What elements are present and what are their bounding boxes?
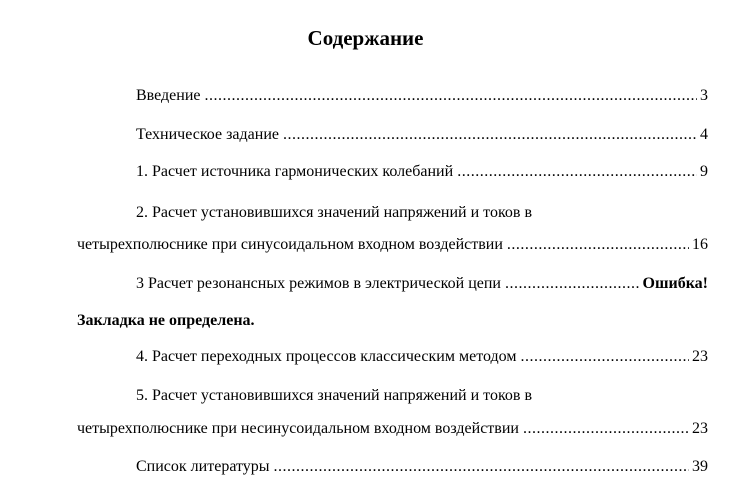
leader-dots: [523, 418, 689, 440]
leader-dots: [205, 85, 698, 107]
bookmark-error-text: Ошибка!: [642, 275, 708, 292]
toc-entry-section-5-line1[interactable]: 5. Расчет установившихся значений напряжений и токов в: [136, 387, 533, 404]
toc-entry-section-3[interactable]: [136, 273, 708, 295]
leader-dots: [520, 346, 689, 368]
toc-entry-references[interactable]: [136, 456, 708, 478]
toc-entry-label: 3 Расчет резонансных режимов в электрической цепи: [136, 275, 501, 292]
toc-page-number: 4: [700, 126, 708, 143]
leader-dots: [507, 234, 689, 256]
toc-entry-label: Введение: [136, 87, 201, 104]
toc-page-number: 23: [692, 348, 708, 365]
toc-entry-section-2-line2[interactable]: [77, 234, 708, 256]
toc-entry-technical-task[interactable]: [136, 124, 708, 146]
toc-entry-label: 1. Расчет источника гармонических колебаний: [136, 163, 454, 180]
toc-entry-section-2-line1[interactable]: 2. Расчет установившихся значений напряжений и токов в: [136, 204, 533, 221]
toc-entry-label: четырехполюснике при несинусоидальном входном воздействии: [77, 420, 519, 437]
leader-dots: [274, 456, 689, 478]
leader-dots: [505, 273, 640, 295]
toc-entry-section-5-line2[interactable]: [77, 418, 708, 440]
toc-entry-label: 4. Расчет переходных процессов классическим методом: [136, 348, 517, 365]
toc-entry-label: четырехполюснике при синусоидальном входном воздействии: [77, 236, 503, 253]
toc-entry-label: Техническое задание: [136, 126, 279, 143]
toc-entry-section-1[interactable]: [136, 161, 708, 183]
toc-entry-section-4[interactable]: [136, 346, 708, 368]
toc-page-number: 16: [692, 236, 708, 253]
bookmark-error-text-continued: Закладка не определена.: [77, 312, 255, 329]
toc-page-number: 3: [700, 87, 708, 104]
leader-dots: [457, 161, 697, 183]
toc-title: Содержание: [307, 26, 424, 50]
toc-entry-label: Список литературы: [136, 458, 270, 475]
toc-page-number: 23: [692, 420, 708, 437]
leader-dots: [283, 124, 697, 146]
toc-page-number: 9: [700, 163, 708, 180]
toc-entry-introduction[interactable]: [136, 85, 708, 107]
toc-page-number: 39: [692, 458, 708, 475]
